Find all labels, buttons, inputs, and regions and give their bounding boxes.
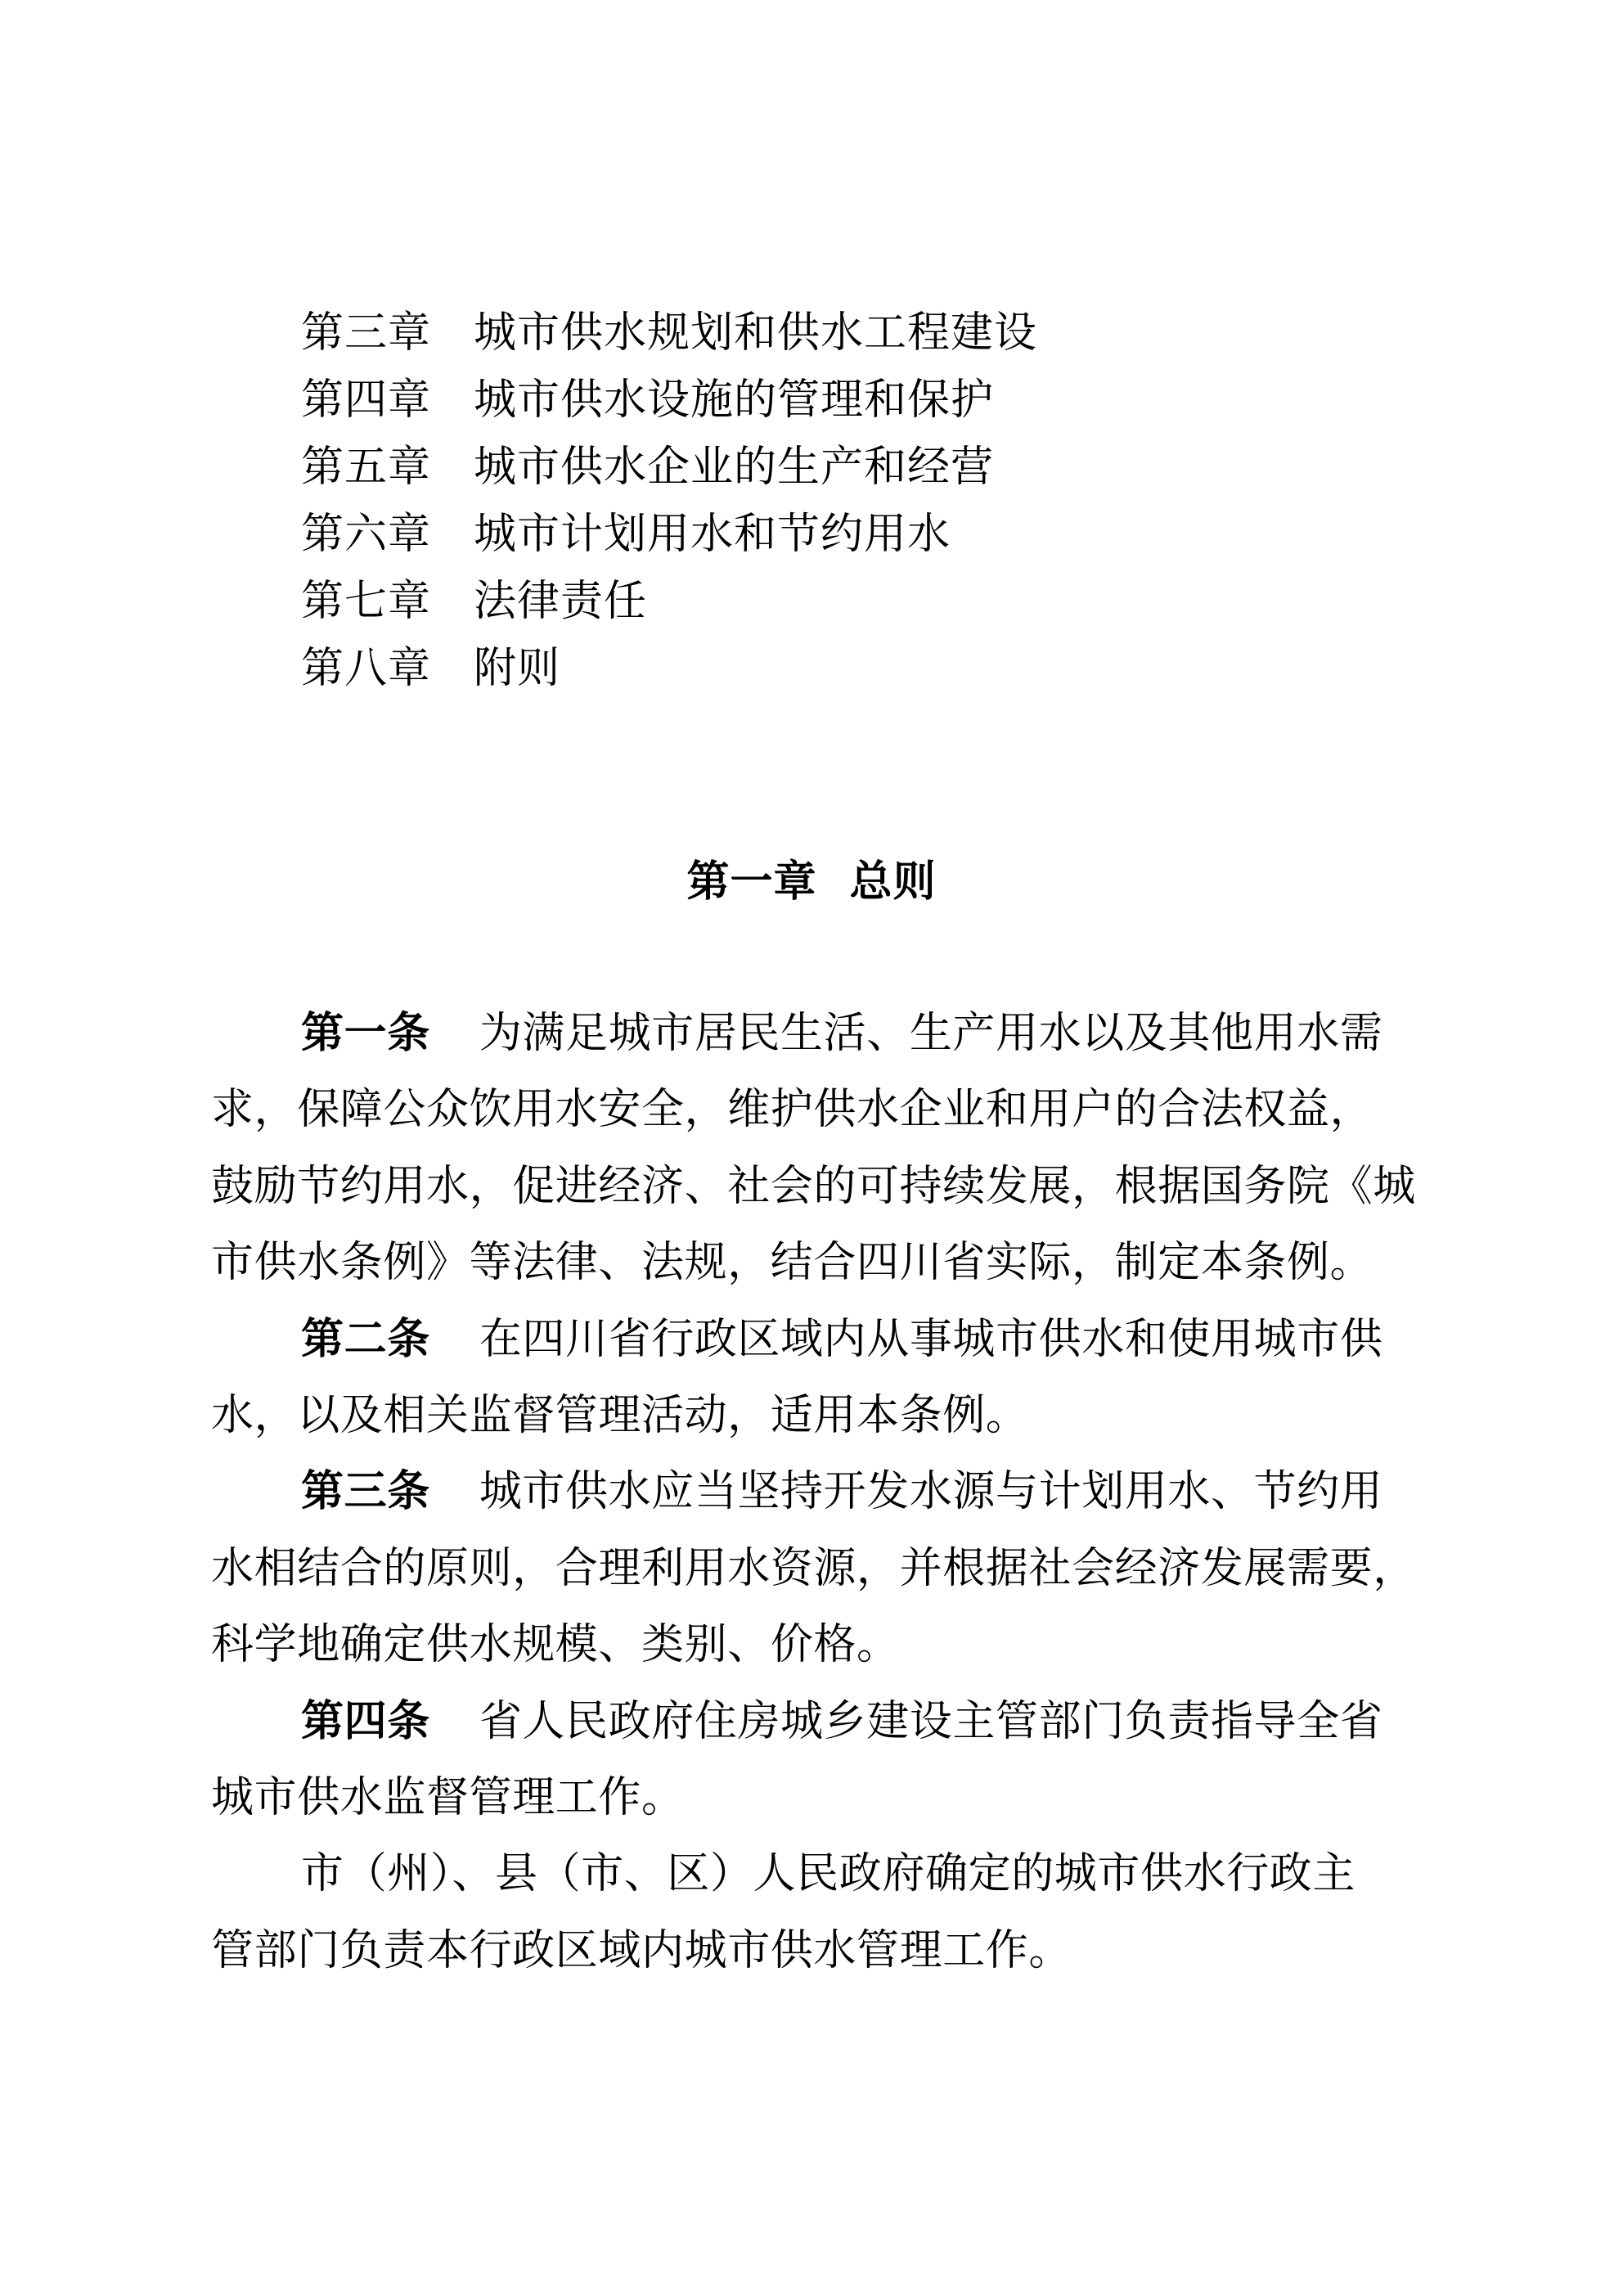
body-line <box>211 1454 1422 1530</box>
body-line <box>211 1149 1422 1225</box>
toc-item <box>301 635 1037 702</box>
body-line <box>211 1684 1422 1760</box>
body-line <box>211 1378 1422 1454</box>
body-line-text: 为满足城市居民生活、生产用水以及其他用水需 <box>479 1011 1383 1057</box>
body-line-text: 市（州）、县（市、区）人民政府确定的城市供水行政主 <box>301 1851 1356 1898</box>
body-line-text: 科学地确定供水规模、类别、价格。 <box>211 1622 900 1669</box>
toc-chapter-title: 法律责任 <box>474 578 648 625</box>
toc-item <box>301 367 1037 434</box>
body-line <box>211 1913 1422 1989</box>
toc-chapter-title: 城市供水设施的管理和保护 <box>474 376 995 424</box>
body-line <box>211 1225 1422 1301</box>
body-line-text: 水，以及相关监督管理活动，适用本条例。 <box>211 1392 1029 1439</box>
article-body <box>211 996 1422 1989</box>
body-line <box>211 1607 1422 1683</box>
article-number: 第三条 <box>301 1468 430 1516</box>
toc-item <box>301 434 1037 501</box>
body-line <box>211 1760 1422 1836</box>
body-line-text: 水相结合的原则，合理利用水资源，并根据社会经济发展需要， <box>211 1545 1416 1592</box>
body-line-text: 鼓励节约用水，促进经济、社会的可持续发展，根据国务院《城 <box>211 1163 1416 1210</box>
body-line <box>211 1531 1422 1607</box>
body-line-text: 城市供水监督管理工作。 <box>211 1774 685 1821</box>
body-line <box>211 1302 1422 1378</box>
table-of-contents <box>301 299 1037 702</box>
body-line-text: 市供水条例》等法律、法规，结合四川省实际，制定本条例。 <box>211 1240 1373 1287</box>
body-line-text: 在四川省行政区域内从事城市供水和使用城市供 <box>479 1316 1383 1363</box>
toc-chapter-number: 第六章 <box>301 511 432 558</box>
article-number: 第四条 <box>301 1697 430 1745</box>
toc-chapter-title: 附则 <box>474 645 561 692</box>
toc-item <box>301 501 1037 568</box>
article-number: 第二条 <box>301 1315 430 1363</box>
toc-item <box>301 568 1037 635</box>
chapter-heading-number: 第一章 <box>686 858 817 906</box>
toc-chapter-title: 城市供水企业的生产和经营 <box>474 443 995 491</box>
body-line-text: 求，保障公众饮用水安全，维护供水企业和用户的合法权益， <box>211 1087 1373 1134</box>
chapter-heading-title: 总则 <box>849 858 937 906</box>
toc-chapter-number: 第四章 <box>301 376 432 424</box>
body-line-text: 管部门负责本行政区域内城市供水管理工作。 <box>211 1927 1072 1974</box>
toc-chapter-title: 城市供水规划和供水工程建设 <box>474 309 1038 357</box>
body-line-text: 城市供水应当坚持开发水源与计划用水、节约用 <box>479 1469 1383 1516</box>
toc-chapter-number: 第七章 <box>301 578 432 625</box>
body-line-text: 省人民政府住房城乡建设主管部门负责指导全省 <box>479 1698 1383 1745</box>
toc-chapter-title: 城市计划用水和节约用水 <box>474 511 951 558</box>
toc-chapter-number: 第五章 <box>301 443 432 491</box>
body-line <box>211 996 1422 1072</box>
chapter-heading <box>0 849 1623 916</box>
article-number: 第一条 <box>301 1010 430 1057</box>
body-line <box>211 1836 1422 1912</box>
toc-chapter-number: 第三章 <box>301 309 432 357</box>
toc-chapter-number: 第八章 <box>301 645 432 692</box>
toc-item <box>301 299 1037 367</box>
body-line <box>211 1072 1422 1148</box>
